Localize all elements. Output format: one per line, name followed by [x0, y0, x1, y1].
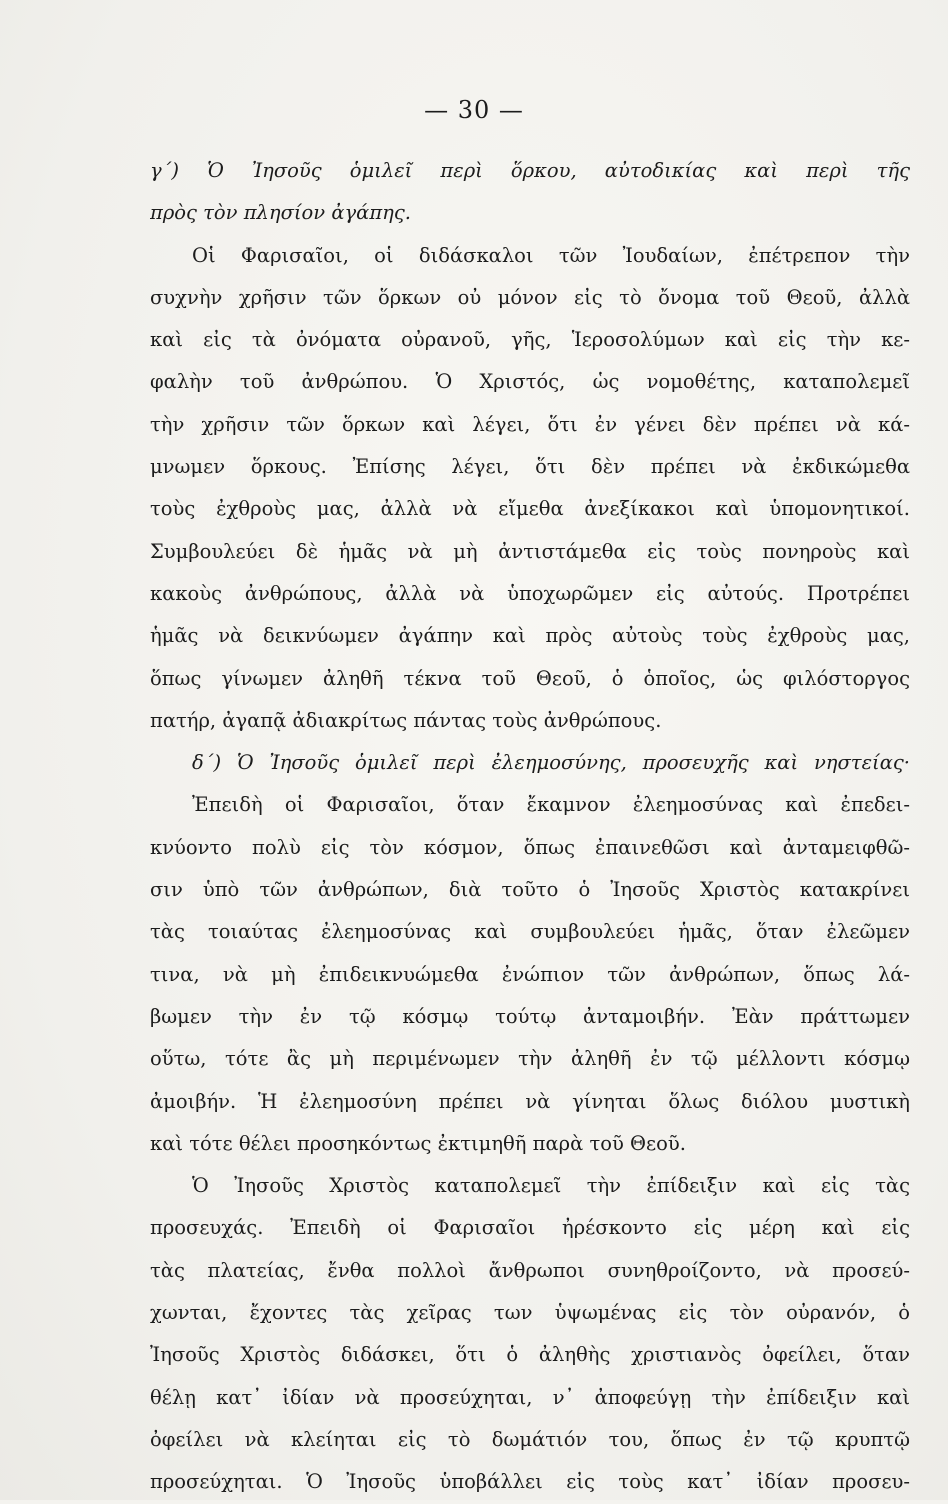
text-line: Ἐπειδὴ οἱ Φαρισαῖοι, ὅταν ἔκαμνον ἐλεημοσύνας καὶ ἐπεδει- — [192, 793, 910, 817]
text-line: προσεύχηται. Ὁ Ἰησοῦς ὑποβάλλει εἰς τοὺς κατ᾿ ἰδίαν προσευ- — [150, 1470, 910, 1494]
text-line: τὰς πλατείας, ἔνθα πολλοὶ ἄνθρωποι συνηθροίζοντο, νὰ προσεύ- — [150, 1258, 910, 1282]
text-line: ὀφείλει νὰ κλείηται εἰς τὸ δωμάτιόν του, ὅπως ἐν τῷ κρυπτῷ — [150, 1427, 910, 1451]
page-body — [150, 150, 910, 1504]
text-line: Συμβουλεύει δὲ ἡμᾶς νὰ μὴ ἀντιστάμεθα εἰς τοὺς πονηροὺς καὶ — [150, 539, 910, 563]
text-line: κνύοντο πολὺ εἰς τὸν κόσμον, ὅπως ἐπαινεθῶσι καὶ ἀνταμειφθῶ- — [150, 835, 910, 859]
text-line: τινα, νὰ μὴ ἐπιδεικνυώμεθα ἐνώπιον τῶν ἀνθρώπων, ὅπως λά- — [150, 962, 910, 986]
text-line: οὕτω, τότε ἂς μὴ περιμένωμεν τὴν ἀληθῆ ἐν τῷ μέλλοντι κόσμῳ — [150, 1047, 910, 1071]
text-line: χωνται, ἔχοντες τὰς χεῖρας των ὑψωμένας εἰς τὸν οὐρανόν, ὁ — [150, 1301, 910, 1325]
text-line: ἀμοιβήν. Ἡ ἐλεημοσύνη πρέπει νὰ γίνηται ὅλως διόλου μυστικὴ — [150, 1089, 910, 1113]
page-number: — 30 — — [424, 96, 524, 124]
text-line: καὶ εἰς τὰ ὀνόματα οὐρανοῦ, γῆς, Ἱεροσολύμων καὶ εἰς τὴν κε- — [150, 328, 910, 352]
section-heading-gamma-cont: πρὸς τὸν πλησίον ἀγάπης. — [150, 201, 411, 225]
text-line: φαλὴν τοῦ ἀνθρώπου. Ὁ Χριστός, ὡς νομοθέτης, καταπολεμεῖ — [150, 370, 910, 394]
text-line: κακοὺς ἀνθρώπους, ἀλλὰ νὰ ὑποχωρῶμεν εἰς αὐτούς. Προτρέπει — [150, 581, 910, 605]
section-heading-gamma: γ΄) Ὁ Ἰησοῦς ὁμιλεῖ περὶ ὅρκου, αὐτοδικίας καὶ περὶ τῆς — [150, 159, 910, 182]
text-line: θέλῃ κατ᾿ ἰδίαν νὰ προσεύχηται, ν᾿ ἀποφεύγῃ τὴν ἐπίδειξιν καὶ — [150, 1385, 910, 1409]
text-line: Ἰησοῦς Χριστὸς διδάσκει, ὅτι ὁ ἀληθὴς χριστιανὸς ὀφείλει, ὅταν — [150, 1343, 910, 1367]
text-line: ἡμᾶς νὰ δεικνύωμεν ἀγάπην καὶ πρὸς αὐτοὺς τοὺς ἐχθροὺς μας, — [150, 624, 910, 648]
text-line: πατήρ, ἀγαπᾷ ἀδιακρίτως πάντας τοὺς ἀνθρώπους. — [150, 708, 662, 732]
section-heading-delta: δ΄) Ὁ Ἰησοῦς ὁμιλεῖ περὶ ἐλεημοσύνης, προσευχῆς καὶ νηστείας· — [192, 751, 910, 775]
text-line: ὅπως γίνωμεν ἀληθῆ τέκνα τοῦ Θεοῦ, ὁ ὁποῖος, ὡς φιλόστοργος — [150, 666, 910, 690]
text-line: τὰς τοιαύτας ἐλεημοσύνας καὶ συμβουλεύει ἡμᾶς, ὅταν ἐλεῶμεν — [150, 920, 910, 944]
text-line: καὶ τότε θέλει προσηκόντως ἐκτιμηθῆ παρὰ τοῦ Θεοῦ. — [150, 1131, 686, 1155]
text-line: τὴν χρῆσιν τῶν ὅρκων καὶ λέγει, ὅτι ἐν γένει δὲν πρέπει νὰ κά- — [150, 412, 910, 436]
text-line: μνωμεν ὅρκους. Ἐπίσης λέγει, ὅτι δὲν πρέπει νὰ ἐκδικώμεθα — [150, 455, 910, 479]
text-line: Οἱ Φαρισαῖοι, οἱ διδάσκαλοι τῶν Ἰουδαίων, ἐπέτρεπον τὴν — [192, 243, 910, 267]
text-line: συχνὴν χρῆσιν τῶν ὅρκων οὐ μόνον εἰς τὸ ὄνομα τοῦ Θεοῦ, ἀλλὰ — [150, 285, 910, 309]
text-line: προσευχάς. Ἐπειδὴ οἱ Φαρισαῖοι ἠρέσκοντο εἰς μέρη καὶ εἰς — [150, 1216, 910, 1240]
text-line: σιν ὑπὸ τῶν ἀνθρώπων, διὰ τοῦτο ὁ Ἰησοῦς Χριστὸς κατακρίνει — [150, 878, 910, 902]
text-line: Ὁ Ἰησοῦς Χριστὸς καταπολεμεῖ τὴν ἐπίδειξιν καὶ εἰς τὰς — [192, 1174, 910, 1198]
text-line: τοὺς ἐχθροὺς μας, ἀλλὰ νὰ εἴμεθα ἀνεξίκακοι καὶ ὑπομονητικοί. — [150, 497, 910, 521]
text-line: βωμεν τὴν ἐν τῷ κόσμῳ τούτῳ ἀνταμοιβήν. Ἐὰν πράττωμεν — [150, 1004, 910, 1028]
